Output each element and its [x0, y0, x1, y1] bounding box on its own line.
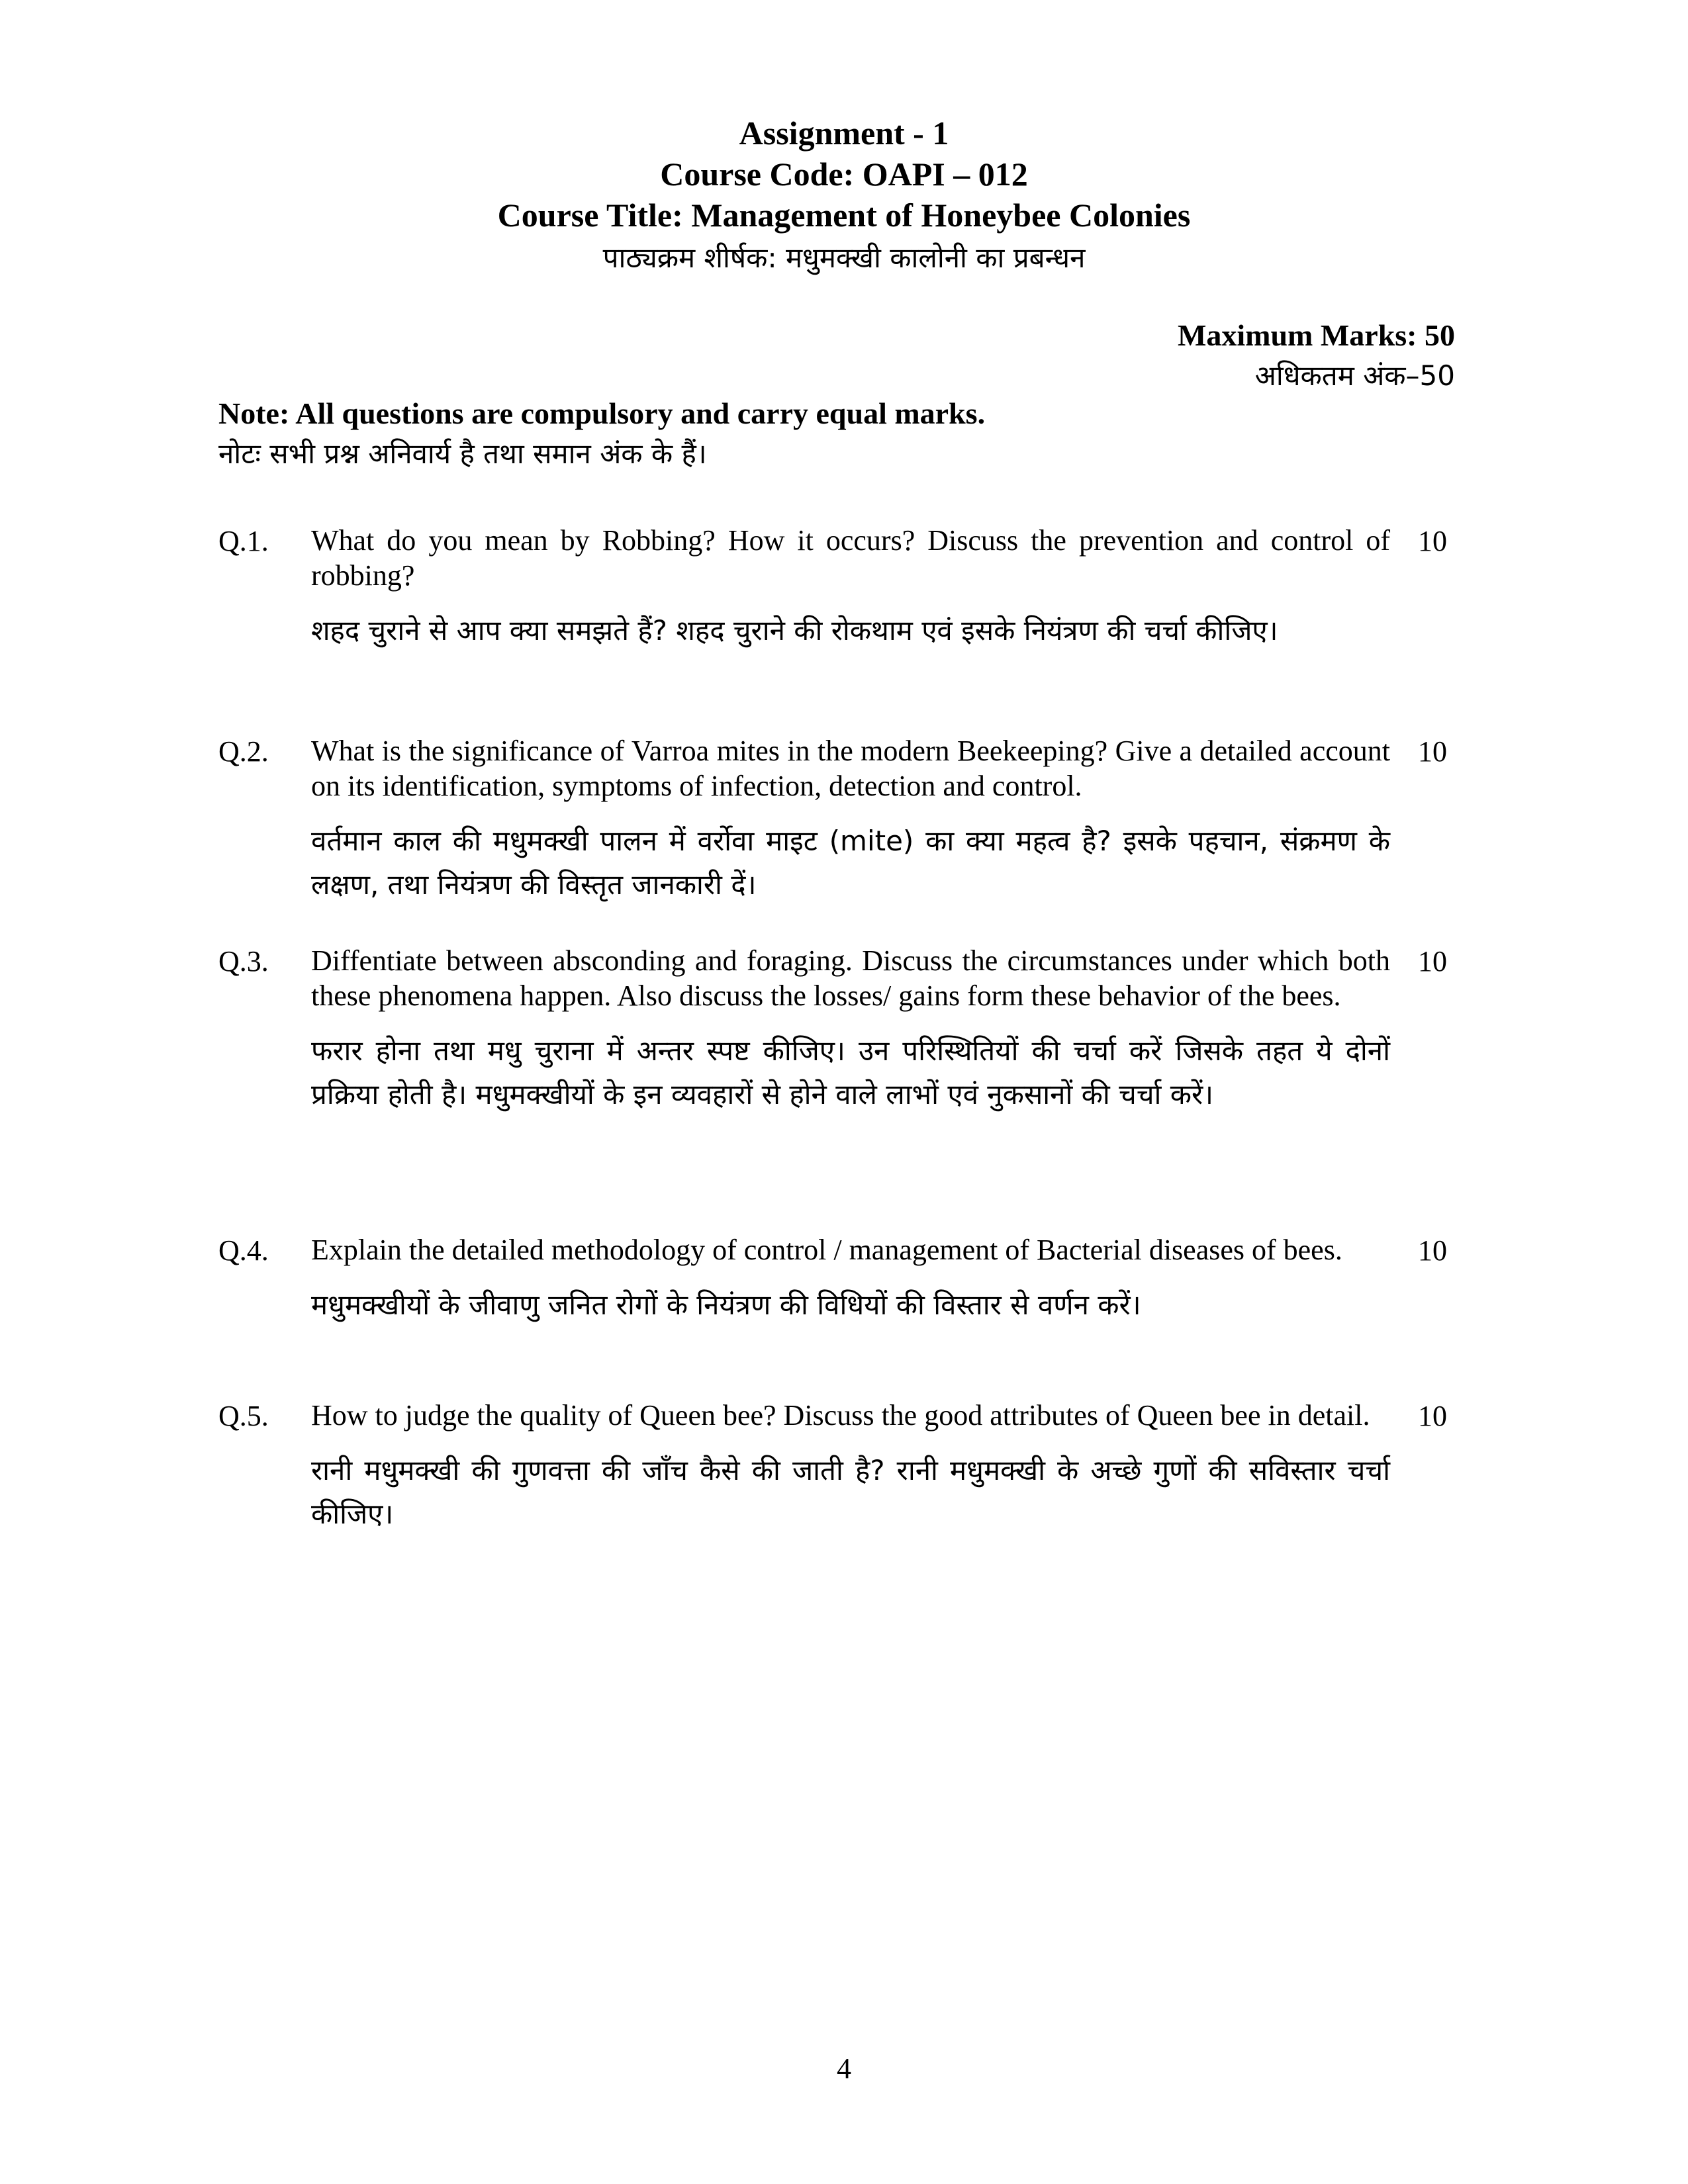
question-body [311, 523, 1390, 653]
question-text-hindi: रानी मधुमक्खी की गुणवत्ता की जाँच कैसे की जाती है? रानी मधुमक्खी के अच्छे गुणों की सविस्तार चर्चा कीजिए। [311, 1454, 1390, 1530]
course-title: Course Title: Management of Honeybee Colonies [497, 197, 1191, 234]
question-number: Q.1. [218, 525, 269, 557]
question-marks: 10 [1418, 1400, 1447, 1432]
question-text-hindi: शहद चुराने से आप क्या समझते हैं? शहद चुराने की रोकथाम एवं इसके नियंत्रण की चर्चा कीजिए। [311, 614, 1278, 647]
question-marks: 10 [1418, 525, 1447, 557]
assignment-title: Assignment - 1 [739, 114, 949, 152]
question-marks: 10 [1418, 945, 1447, 978]
question-text: What do you mean by Robbing? How it occurs? Discuss the prevention and control of robbing? [311, 524, 1390, 592]
question-body [311, 1232, 1390, 1327]
maximum-marks-hindi: अधिकतम अंक–50 [1254, 359, 1455, 392]
question-number: Q.2. [218, 735, 269, 768]
question-text: How to judge the quality of Queen bee? Discuss the good attributes of Queen bee in detail. [311, 1399, 1370, 1432]
question-text-hindi: वर्तमान काल की मधुमक्खी पालन में वर्रोवा माइट (mite) का क्या महत्व है? इसके पहचान, संक्रमण के लक्षण, तथा नियंत्रण की विस्तृत जानकारी दें। [311, 825, 1390, 901]
question-text: Diffentiate between absconding and foraging. Discuss the circumstances under which both these phenomena happen. Also discuss the losses/ gains form these behavior of the bees. [311, 944, 1390, 1012]
note: Note: All questions are compulsory and carry equal marks. [218, 396, 986, 430]
course-title-hindi: पाठ्यक्रम शीर्षक: मधुमक्खी कालोनी का प्रबन्धन [602, 242, 1086, 274]
question-text-hindi: फरार होना तथा मधु चुराना में अन्तर स्पष्ट कीजिए। उन परिस्थितियों की चर्चा करें जिसके तहत ये दोनों प्रक्रिया होती है। मधुमक्खीयों के इन व्यवहारों से होने वाले लाभों एवं नुकसानों की चर्चा करें। [311, 1034, 1390, 1111]
question-body [311, 1398, 1390, 1536]
note-hindi: नोटः सभी प्रश्न अनिवार्य है तथा समान अंक के हैं। [218, 437, 707, 470]
question-body [311, 733, 1390, 907]
question-marks: 10 [1418, 735, 1447, 768]
question-text: What is the significance of Varroa mites in the modern Beekeeping? Give a detailed account on its identification, symptoms of infection, detection and control. [311, 735, 1390, 802]
question-body [311, 943, 1390, 1116]
question-number: Q.5. [218, 1400, 269, 1432]
question-text-hindi: मधुमक्खीयों के जीवाणु जनित रोगों के नियंत्रण की विधियों की विस्तार से वर्णन करें। [311, 1289, 1141, 1321]
maximum-marks: Maximum Marks: 50 [1177, 318, 1455, 352]
question-number: Q.4. [218, 1234, 269, 1267]
question-marks: 10 [1418, 1234, 1447, 1267]
question-number: Q.3. [218, 945, 269, 978]
question-text: Explain the detailed methodology of control / management of Bacterial diseases of bees. [311, 1234, 1342, 1266]
course-code: Course Code: OAPI – 012 [660, 156, 1028, 193]
page-number: 4 [837, 2052, 851, 2085]
